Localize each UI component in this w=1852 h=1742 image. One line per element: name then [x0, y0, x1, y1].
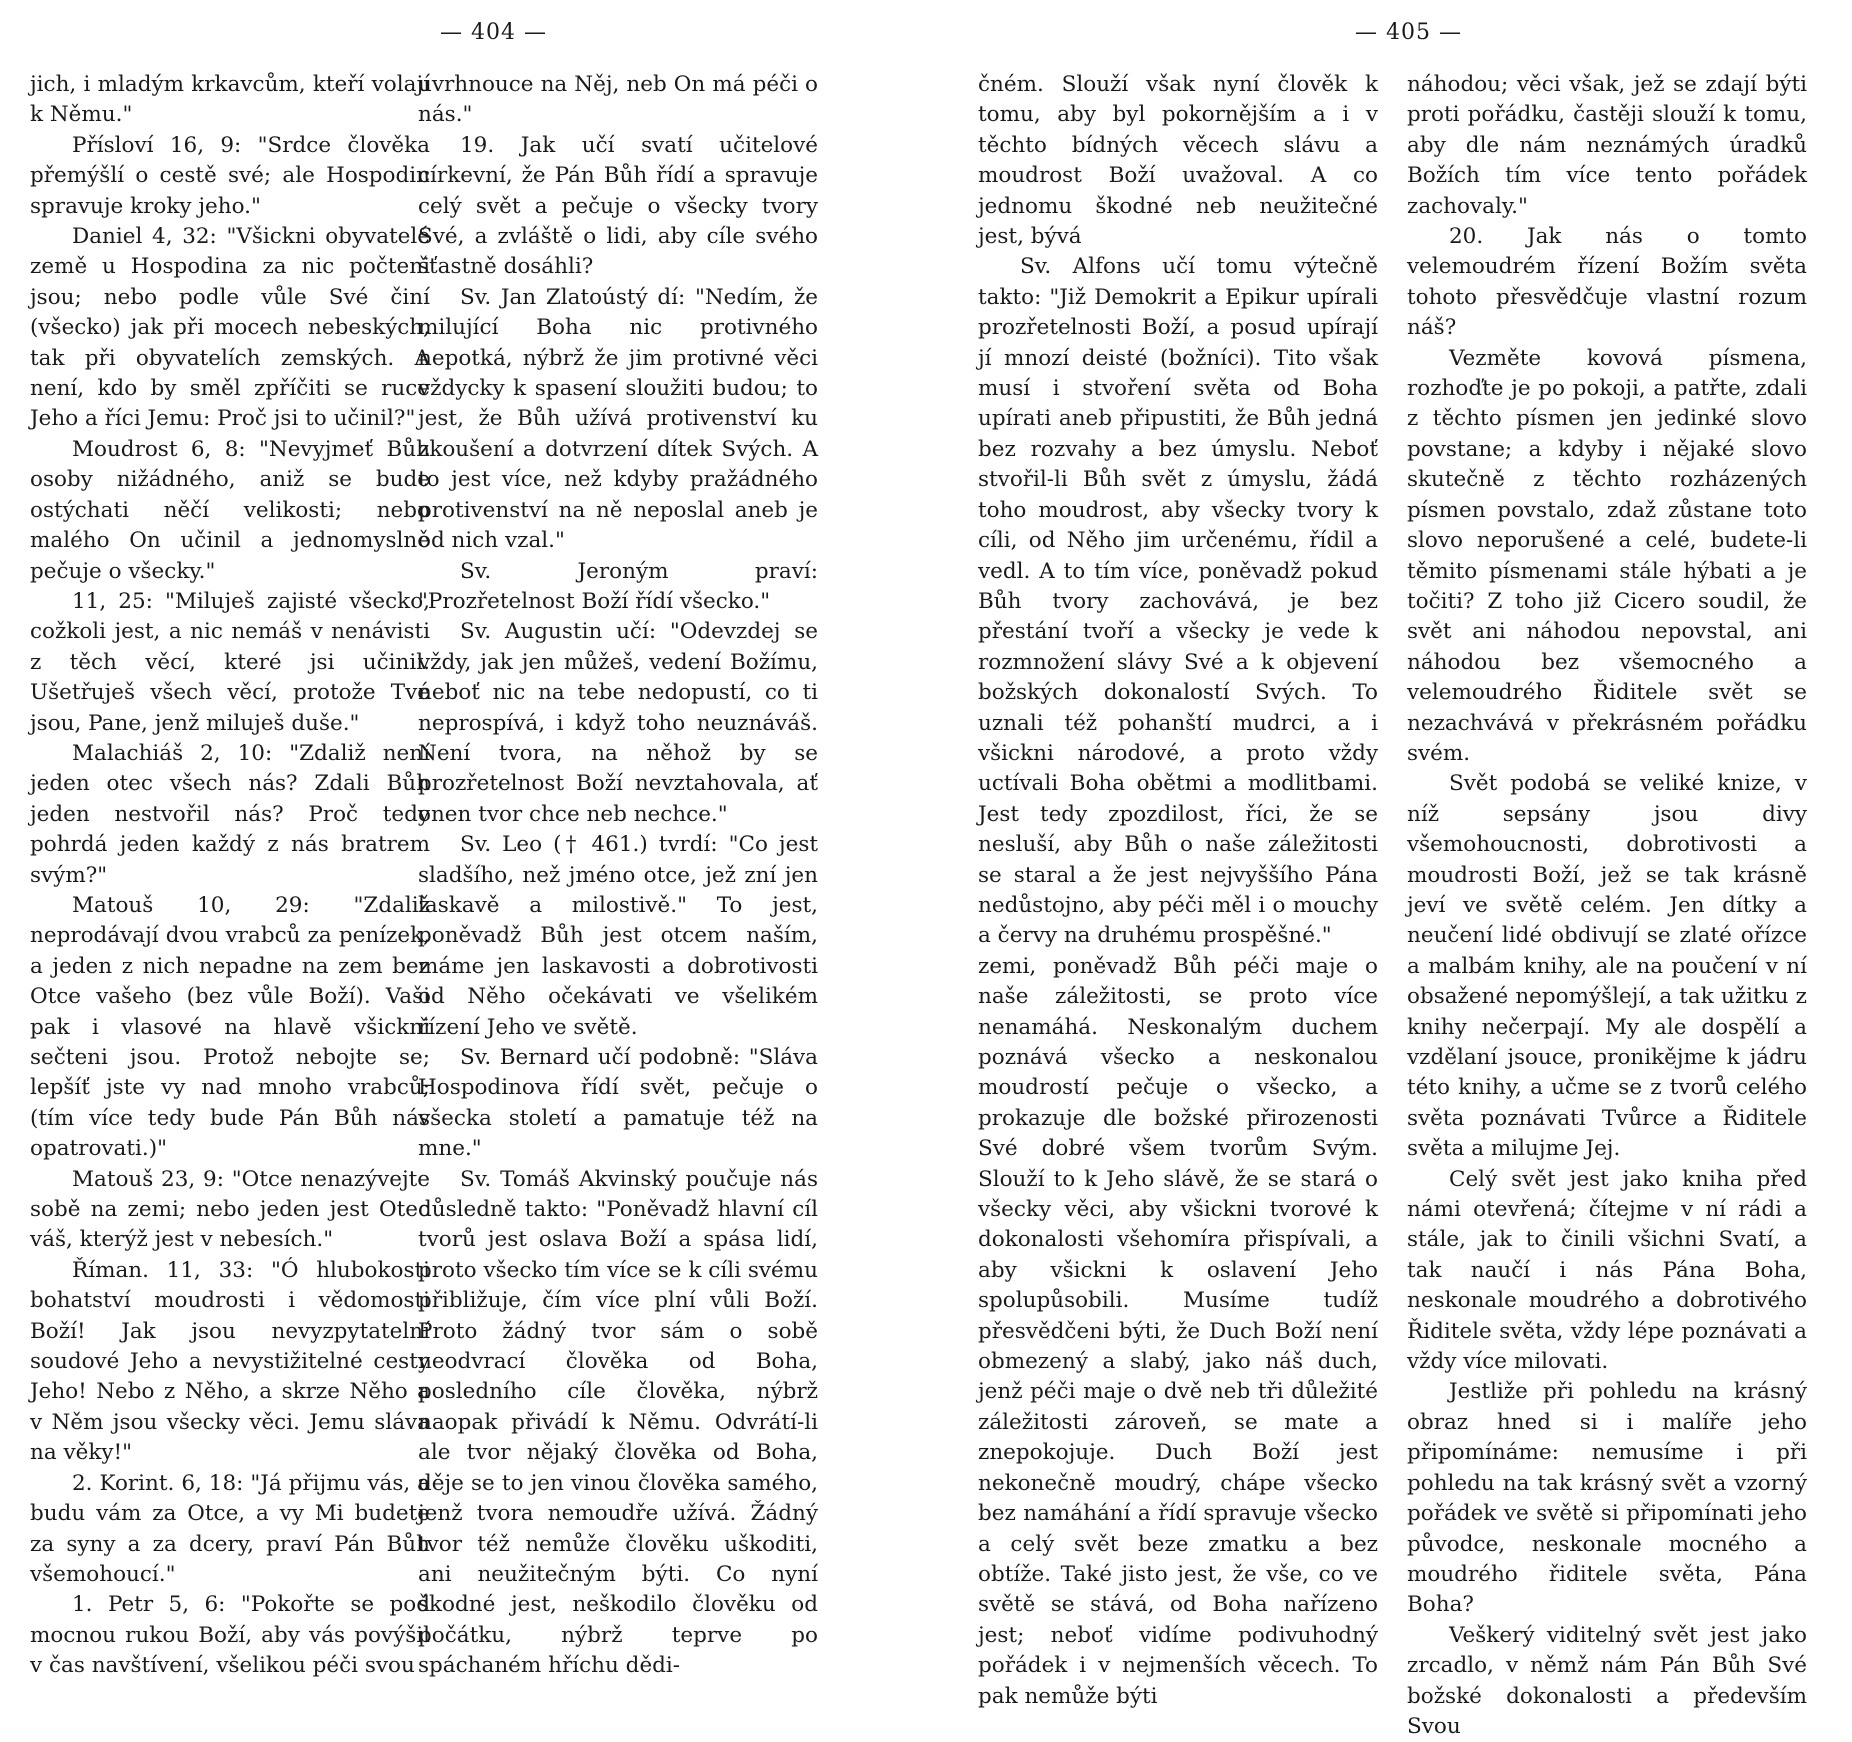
paragraph: Sv. Bernard učí podobně: "Sláva Hospodinova řídí svět, pečuje o všecka století a pamatuje též na mne." [418, 1045, 818, 1162]
paragraph: Přísloví 16, 9: "Srdce člověka přemýšlí o cestě své; ale Hospodin spravuje kroky jeho." [30, 132, 430, 219]
paragraph: 1. Petr 5, 6: "Pokořte se pod mocnou rukou Boží, aby vás povýšil v čas navštívení, všelikou péči svou [30, 1592, 430, 1679]
paragraph: Moudrost 6, 8: "Nevyjmeť Bůh osoby nižádného, aniž se bude ostýchati něčí velikosti; nebo malého On učinil a jednomyslně pečuje o všecky." [30, 436, 430, 584]
paragraph: Matouš 23, 9: "Otce nenazývejte sobě na zemi; nebo jeden jest Otec váš, kterýž jest v nebesích." [30, 1166, 430, 1253]
paragraph: Sv. Jan Zlatoústý dí: "Nedím, že milující Boha nic protivného nepotká, nýbrž že jim protivné věci vždycky k spasení sloužiti budou; to jest, že Bůh užívá protivenství ku zkoušení a dotvrzení dítek Svých. A to jest více, než kdyby pražádného protivenství na ně neposlal aneb je od nich vzal." [418, 284, 818, 554]
left-page-number: — 404 — [440, 20, 547, 45]
paragraph: 2. Korint. 6, 18: "Já přijmu vás, a budu vám za Otce, a vy Mi budete za syny a za dcery, praví Pán Bůh všemohoucí." [30, 1470, 430, 1587]
text-column-3 [978, 70, 1378, 1712]
text-column-2 [418, 70, 818, 1682]
paragraph: uvrhnouce na Něj, neb On má péči o nás." [418, 72, 818, 128]
paragraph: Sv. Leo († 461.) tvrdí: "Co jest sladšího, než jméno otce, jež zní jen laskavě a milostivě." To jest, poněvadž Bůh jest otcem naším, máme jen laskavosti a dobrotivosti od Něho očekávati ve všelikém řízení Jeho ve světě. [418, 832, 818, 1040]
paragraph: Matouš 10, 29: "Zdaliž neprodávají dvou vrabců za penízek, a jeden z nich nepadne na zem bez Otce vašeho (bez vůle Boží). Vaši pak i vlasové na hlavě všickni sečteni jsou. Protož nebojte se; lepšíť jste vy nad mnoho vrabců; (tím více tedy bude Pán Bůh nás opatrovati.)" [30, 892, 430, 1162]
paragraph: čném. Slouží však nyní člověk k tomu, aby byl pokornějším a i v těchto bídných věcech slávu a moudrost Boží uvažoval. A co jednomu škodné neb neužitečné jest, bývá [978, 72, 1378, 250]
paragraph: 11, 25: "Miluješ zajisté všecko, cožkoli jest, a nic nemáš v nenávisti z těch věcí, které jsi učinil. Ušetřuješ všech věcí, protože Tvé jsou, Pane, jenž miluješ duše." [30, 588, 430, 736]
paragraph: náhodou; věci však, jež se zdají býti proti pořádku, častěji slouží k tomu, aby dle nám neznámých úradků Božích tím více tento pořádek zachovaly." [1407, 72, 1807, 219]
paragraph: zemi, poněvadž Bůh péči maje o naše záležitosti, se proto více nenamáhá. Neskonalým duchem poznává všecko a neskonalou moudrostí pečuje o všecko, a prokazuje dle božské přirozenosti Své dobré všem tvorům Svým. Slouží to k Jeho slávě, že se stará o všecky věci, aby všickni tvorové k dokonalosti všehomíra přispívali, a aby všickni k oslavení Jeho spolupůsobili. Musíme tudíž přesvědčeni býti, že Duch Boží není obmezený a slabý, jako náš duch, jenž péči maje o dvě neb tři důležité záležitosti zároveň, se mate a znepokojuje. Duch Boží jest nekonečně moudrý, chápe všecko bez namáhání a řídí spravuje všecko a celý svět beze zmatku a bez obtíže. Také jisto jest, že vše, co ve světě se stává, od Boha nařízeno jest; neboť vidíme podivuhodný pořádek i v nejmenších věcech. To pak nemůže býti [978, 953, 1378, 1709]
paragraph: Veškerý viditelný svět jest jako zrcadlo, v němž nám Pán Bůh Své božské dokonalosti a především Svou [1407, 1622, 1807, 1739]
paragraph: 20. Jak nás o tomto velemoudrém řízení Božím světa tohoto přesvědčuje vlastní rozum náš? [1407, 224, 1807, 341]
paragraph: Sv. Augustin učí: "Odevzdej se vždy, jak jen můžeš, vedení Božímu, neboť nic na tebe nedopustí, co ti neprospívá, i když toho neuznáváš. Není tvora, na něhož by se prozřetelnost Boží nevztahovala, ať onen tvor chce neb nechce." [418, 619, 818, 827]
paragraph: 19. Jak učí svatí učitelové církevní, že Pán Bůh řídí a spravuje celý svět a pečuje o všecky tvory Své, a zvláště o lidi, aby cíle svého šťastně dosáhli? [418, 132, 818, 280]
paragraph: Jestliže při pohledu na krásný obraz hned si i malíře jeho připomínáme: nemusíme i při pohledu na tak krásný svět a vzorný pořádek ve světě si připomínati jeho původce, neskonale mocného a moudrého řiditele světa, Pána Boha? [1407, 1379, 1807, 1618]
paragraph: jich, i mladým krkavcům, kteří volají k Němu." [30, 72, 430, 128]
paragraph: Sv. Tomáš Akvinský poučuje nás důsledně takto: "Poněvadž hlavní cíl tvorů jest oslava Boží a spása lidí, proto všecko tím více se k cíli svému přibližuje, čím více plní vůli Boží. Proto žádný tvor sám o sobě neodvrací člověka od Boha, posledního cíle člověka, nýbrž naopak přivádí k Němu. Odvrátí-li ale tvor nějaký člověka od Boha, děje se to jen vinou člověka samého, jenž tvora nemoudře užívá. Žádný tvor též nemůže člověku uškoditi, ani neužitečným býti. Co nyní škodné jest, neškodilo člověku od počátku, nýbrž teprve po spáchaném hříchu dědi- [418, 1166, 818, 1679]
paragraph: Vezměte kovová písmena, rozhoďte je po pokoji, a patřte, zdali z těchto písmen jen jedinké slovo povstane; a kdyby i nějaké slovo skutečně z těchto rozházených písmen povstalo, zdaž zůstane toto slovo neporušené a celé, budete-li těmito písmenami stále hýbati a je točiti? Z toho již Cicero soudil, že svět ani náhodou nepovstal, ani náhodou bez všemocného a velemoudrého Řiditele svět se nezachvává v překrásném pořádku svém. [1407, 345, 1807, 766]
paragraph: Daniel 4, 32: "Všickni obyvatelé země u Hospodina za nic počteni jsou; nebo podle vůle Své činí (všecko) jak při mocech nebeských, tak při obyvatelích zemských. A není, kdo by směl zpříčiti se ruce Jeho a říci Jemu: Proč jsi to učinil?" [30, 224, 430, 432]
text-column-4 [1407, 70, 1807, 1742]
paragraph: Svět podobá se veliké knize, v níž sepsány jsou divy všemohoucnosti, dobrotivosti a moudrosti Boží, jež se tak krásně jeví ve světě celém. Jen dítky a neučení lidé obdivují se zlaté ořízce a malbám knihy, ale na poučení v ní obsažené nepomýšlejí, a tak užitku z knihy nečerpají. My ale dospělí a vzdělaní jsouce, pronikějme k jádru této knihy, a učme se z tvorů celého světa poznávati Tvůrce a Řiditele světa a milujme Jej. [1407, 771, 1807, 1162]
paragraph: Malachiáš 2, 10: "Zdaliž není jeden otec všech nás? Zdali Bůh jeden nestvořil nás? Proč tedy pohrdá jeden každý z nás bratrem svým?" [30, 740, 430, 888]
text-column-1 [30, 70, 430, 1682]
paragraph: Sv. Alfons učí tomu výtečně takto: "Již Demokrit a Epikur upírali prozřetelnosti Boží, a posud upírají jí mnozí deisté (božníci). Tito však musí i stvoření světa od Boha upírati aneb připustiti, že Bůh jedná bez rozvahy a bez úmyslu. Neboť stvořil-li Bůh svět z úmyslu, žádá toho moudrost, aby všecky tvory k cíli, od Něho jim určenému, řídil a vedl. A to tím více, poněvadž pokud Bůh tvory zachovává, je bez přestání tvoří a všecky je vede k rozmnožení slávy Své a k objevení božských dokonalostí Svých. To uznali též pohanští mudrci, a i všickni národové, a proto vždy uctívali Boha obětmi a modlitbami. Jest tedy zpozdilost, říci, že se nesluší, aby Bůh o naše záležitosti se staral a že jest nejvyššího Pána nedůstojno, aby péči měl i o mouchy a červy na druhému prospěšné." [978, 254, 1378, 949]
paragraph: Sv. Jeroným praví: "Prozřetelnost Boží řídí všecko." [418, 558, 818, 614]
paragraph: Celý svět jest jako kniha před námi otevřená; čítejme v ní rádi a stále, jak to činili všichni Svatí, a tak naučí i nás Pána Boha, neskonale moudrého a dobrotivého Řiditele světa, vždy lépe poznávati a vždy více milovati. [1407, 1166, 1807, 1375]
paragraph: Říman. 11, 33: "Ó hlubokosti bohatství moudrosti i vědomosti Boží! Jak jsou nevyzpytatelní soudové Jeho a nevystižitelné cesty Jeho! Nebo z Něho, a skrze Něho a v Něm jsou všecky věci. Jemu sláva na věky!" [30, 1257, 430, 1466]
right-page-number: — 405 — [1355, 20, 1462, 45]
